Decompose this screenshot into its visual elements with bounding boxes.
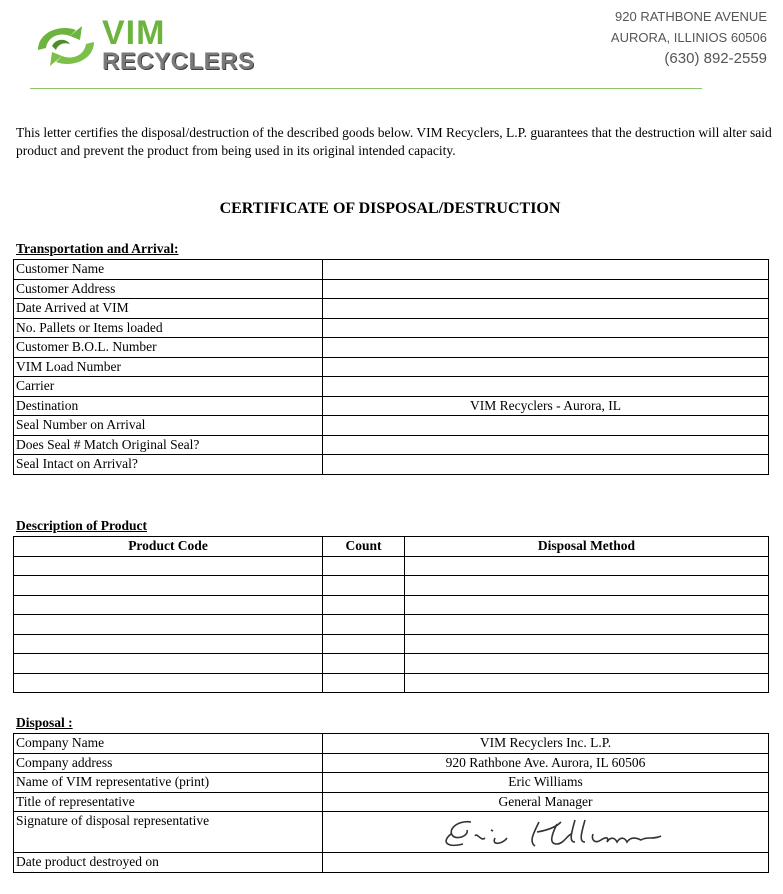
table-row (14, 455, 769, 475)
table-row (14, 416, 769, 436)
count-cell[interactable] (323, 556, 405, 576)
section-label-disposal: Disposal : (16, 715, 73, 730)
column-header-disposal-method: Disposal Method (405, 537, 769, 557)
field-label-customer-name: Customer Name (14, 260, 323, 280)
field-value-name-of-vim-representative-print[interactable]: Eric Williams (323, 773, 769, 793)
table-row (14, 595, 769, 615)
product-code-cell[interactable] (14, 654, 323, 674)
product-table-header (14, 537, 769, 557)
disposal-method-cell[interactable] (405, 595, 769, 615)
phone-number: (630) 892-2559 (664, 50, 767, 67)
table-row (14, 654, 769, 674)
disposal-table (13, 733, 769, 873)
field-value-date-product-destroyed-on[interactable] (323, 853, 769, 873)
table-row (14, 299, 769, 319)
product-code-cell[interactable] (14, 576, 323, 596)
table-row (14, 279, 769, 299)
disposal-method-cell[interactable] (405, 576, 769, 596)
table-row (14, 435, 769, 455)
field-label-company-name: Company Name (14, 734, 323, 754)
product-code-cell[interactable] (14, 556, 323, 576)
disposal-method-cell[interactable] (405, 615, 769, 635)
transportation-table (13, 259, 769, 475)
field-value-customer-name[interactable] (323, 260, 769, 280)
disposal-method-cell[interactable] (405, 673, 769, 693)
field-value-does-seal-match-original-seal[interactable] (323, 435, 769, 455)
table-row (14, 357, 769, 377)
field-value-seal-number-on-arrival[interactable] (323, 416, 769, 436)
field-label-seal-number-on-arrival: Seal Number on Arrival (14, 416, 323, 436)
count-cell[interactable] (323, 673, 405, 693)
product-code-cell[interactable] (14, 634, 323, 654)
field-value-seal-intact-on-arrival[interactable] (323, 455, 769, 475)
field-label-seal-intact-on-arrival: Seal Intact on Arrival? (14, 455, 323, 475)
table-row (14, 634, 769, 654)
table-row (14, 338, 769, 358)
count-cell[interactable] (323, 654, 405, 674)
field-label-destination: Destination (14, 396, 323, 416)
count-cell[interactable] (323, 595, 405, 615)
field-value-company-address[interactable]: 920 Rathbone Ave. Aurora, IL 60506 (323, 753, 769, 773)
field-label-no-pallets-or-items-loaded: No. Pallets or Items loaded (14, 318, 323, 338)
company-logo (30, 14, 270, 76)
field-label-date-product-destroyed-on: Date product destroyed on (14, 853, 323, 873)
field-label-vim-load-number: VIM Load Number (14, 357, 323, 377)
table-row (14, 812, 769, 853)
table-row (14, 260, 769, 280)
header-divider (30, 88, 702, 89)
table-row (14, 396, 769, 416)
field-value-carrier[interactable] (323, 377, 769, 397)
address-street: 920 RATHBONE AVENUE (615, 9, 767, 24)
field-label-customer-b-o-l-number: Customer B.O.L. Number (14, 338, 323, 358)
field-label-date-arrived-at-vim: Date Arrived at VIM (14, 299, 323, 319)
disposal-method-cell[interactable] (405, 654, 769, 674)
table-row (14, 673, 769, 693)
table-row (14, 556, 769, 576)
field-value-company-name[interactable]: VIM Recyclers Inc. L.P. (323, 734, 769, 754)
table-row (14, 773, 769, 793)
count-cell[interactable] (323, 634, 405, 654)
field-label-company-address: Company address (14, 753, 323, 773)
count-cell[interactable] (323, 576, 405, 596)
field-value-vim-load-number[interactable] (323, 357, 769, 377)
logo-wordmark-recyclers: RECYCLERS (102, 48, 255, 75)
table-row (14, 318, 769, 338)
product-code-cell[interactable] (14, 595, 323, 615)
field-value-destination[interactable]: VIM Recyclers - Aurora, IL (323, 396, 769, 416)
column-header-count: Count (323, 537, 405, 557)
table-row (14, 753, 769, 773)
signature-field[interactable] (323, 812, 769, 853)
table-row (14, 576, 769, 596)
table-row (14, 377, 769, 397)
column-header-product-code: Product Code (14, 537, 323, 557)
field-label-carrier: Carrier (14, 377, 323, 397)
section-label-transportation: Transportation and Arrival: (16, 241, 179, 256)
table-row (14, 853, 769, 873)
table-row (14, 615, 769, 635)
recycle-leaves-icon (30, 20, 102, 72)
section-label-product: Description of Product (16, 518, 147, 533)
field-label-name-of-vim-representative-print: Name of VIM representative (print) (14, 773, 323, 793)
disposal-method-cell[interactable] (405, 556, 769, 576)
field-value-date-arrived-at-vim[interactable] (323, 299, 769, 319)
field-label-customer-address: Customer Address (14, 279, 323, 299)
field-value-title-of-representative[interactable]: General Manager (323, 792, 769, 812)
product-table (13, 536, 769, 693)
field-value-customer-address[interactable] (323, 279, 769, 299)
document-title: CERTIFICATE OF DISPOSAL/DESTRUCTION (219, 200, 561, 217)
table-row (14, 734, 769, 754)
address-city: AURORA, ILLINIOS 60506 (610, 30, 767, 45)
field-value-no-pallets-or-items-loaded[interactable] (323, 318, 769, 338)
logo-wordmark-vim: VIM (102, 14, 166, 52)
field-label-does-seal-match-original-seal: Does Seal # Match Original Seal? (14, 435, 323, 455)
product-code-cell[interactable] (14, 615, 323, 635)
company-address (611, 6, 767, 70)
count-cell[interactable] (323, 615, 405, 635)
field-label-title-of-representative: Title of representative (14, 792, 323, 812)
table-row (14, 792, 769, 812)
intro-paragraph: This letter certifies the disposal/destruction of the described goods below. VIM Recyclers, L.P. guarantees that the destruction will alter said product and prevent the product from being used in its original intended capacity. (16, 125, 772, 158)
field-label-signature-of-disposal-representative: Signature of disposal representative (14, 812, 323, 853)
handwritten-signature (411, 816, 681, 850)
field-value-customer-b-o-l-number[interactable] (323, 338, 769, 358)
disposal-method-cell[interactable] (405, 634, 769, 654)
product-code-cell[interactable] (14, 673, 323, 693)
